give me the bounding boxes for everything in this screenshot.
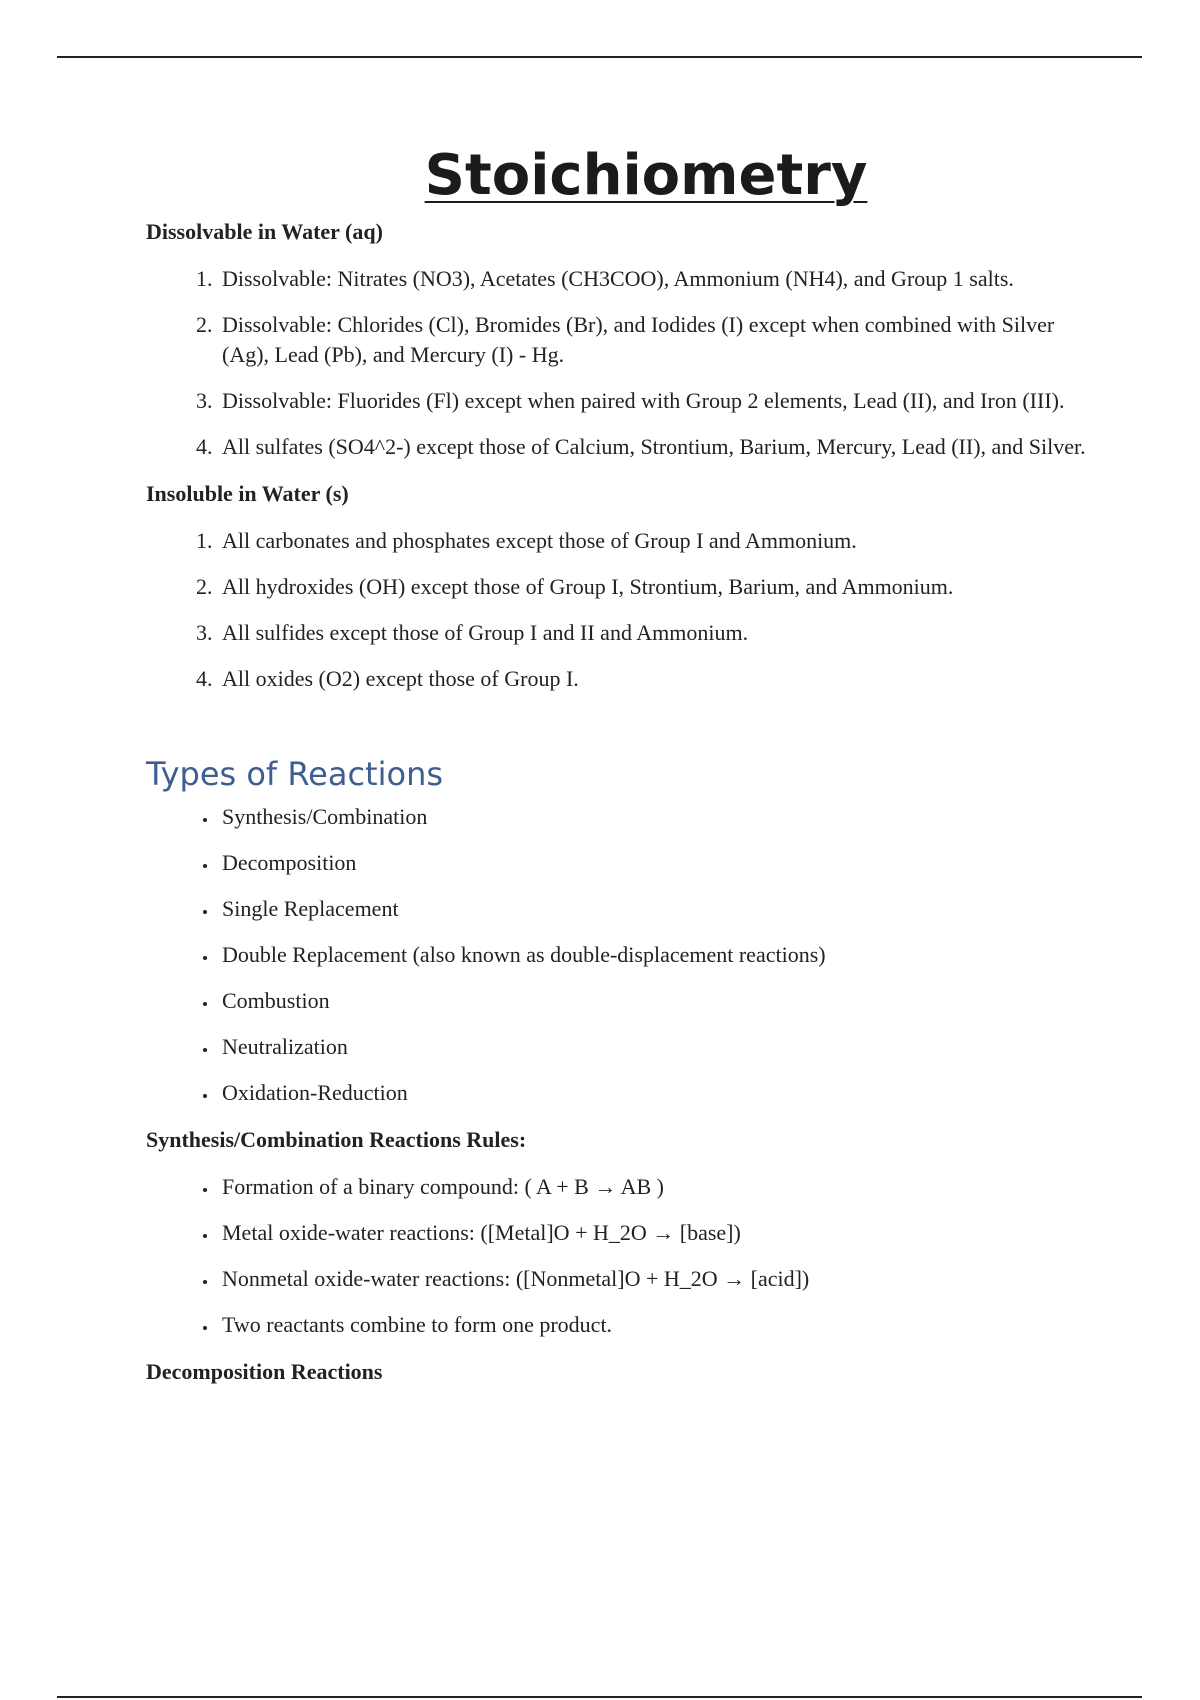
insoluble-heading: Insoluble in Water (s) [146, 481, 349, 506]
insoluble-list [146, 526, 1106, 694]
list-item: • Oxidation-Reduction [218, 1078, 1106, 1108]
list-item: • Single Replacement [218, 894, 1106, 924]
types-list [146, 802, 1106, 1108]
synthesis-heading: Synthesis/Combination Reactions Rules: [146, 1127, 527, 1152]
top-rule [57, 56, 1142, 58]
list-item: • Combustion [218, 986, 1106, 1016]
list-item: • Synthesis/Combination [218, 802, 1106, 832]
page-title: Stoichiometry [424, 143, 868, 208]
list-item: • Metal oxide-water reactions: ([Metal]O + H_2O → [base]) [218, 1218, 1106, 1248]
list-item: 2. All hydroxides (OH) except those of Group I, Strontium, Barium, and Ammonium. [218, 572, 1106, 602]
synthesis-list [146, 1172, 1106, 1340]
list-item: • Formation of a binary compound: ( A + B → AB ) [218, 1172, 1106, 1202]
bottom-rule [57, 1696, 1142, 1698]
list-item: • Nonmetal oxide-water reactions: ([Nonmetal]O + H_2O → [acid]) [218, 1264, 1106, 1294]
types-heading: Types of Reactions [146, 755, 444, 793]
document-body [146, 140, 1106, 1404]
decomposition-heading: Decomposition Reactions [146, 1359, 383, 1384]
list-item: • Neutralization [218, 1032, 1106, 1062]
dissolvable-heading: Dissolvable in Water (aq) [146, 219, 383, 244]
list-item: • Two reactants combine to form one product. [218, 1310, 1106, 1340]
list-item: • Double Replacement (also known as double-displacement reactions) [218, 940, 1106, 970]
list-item: 4. All sulfates (SO4^2-) except those of Calcium, Strontium, Barium, Mercury, Lead (II), and Silver. [218, 432, 1106, 462]
list-item: 2. Dissolvable: Chlorides (Cl), Bromides (Br), and Iodides (I) except when combined with Silver (Ag), Lead (Pb), and Mercury (I) - Hg. [218, 310, 1106, 370]
list-item: 3. Dissolvable: Fluorides (Fl) except when paired with Group 2 elements, Lead (II), and Iron (III). [218, 386, 1106, 416]
list-item: 3. All sulfides except those of Group I and II and Ammonium. [218, 618, 1106, 648]
dissolvable-list [146, 264, 1106, 462]
list-item: 1. Dissolvable: Nitrates (NO3), Acetates (CH3COO), Ammonium (NH4), and Group 1 salts. [218, 264, 1106, 294]
list-item: 4. All oxides (O2) except those of Group I. [218, 664, 1106, 694]
list-item: 1. All carbonates and phosphates except those of Group I and Ammonium. [218, 526, 1106, 556]
list-item: • Decomposition [218, 848, 1106, 878]
